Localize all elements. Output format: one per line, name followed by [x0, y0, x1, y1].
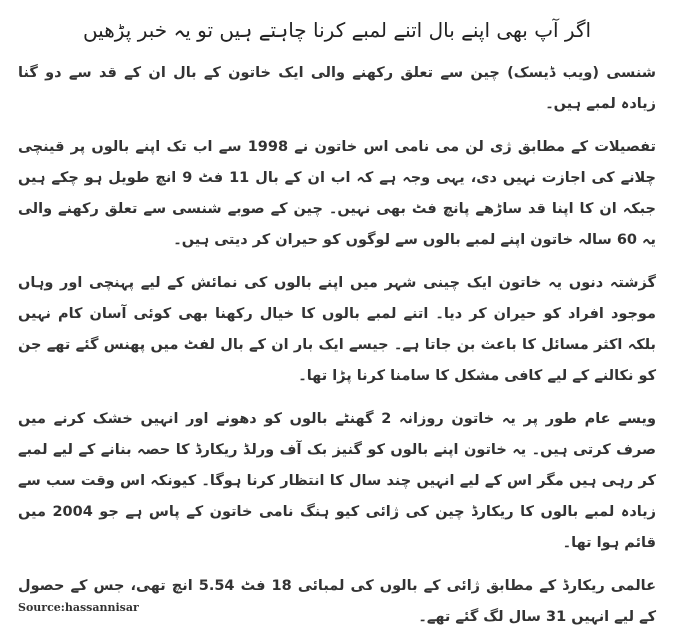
article-paragraph: گزشتہ دنوں یہ خاتون ایک چینی شہر میں اپنے بالوں کی نمائش کے لیے پہنچی اور وہاں موجود افراد کو حیران کر دیا۔ اتنے لمبے بالوں کا خیال رکھنا بھی کوئی آسان کام نہیں بلکہ اکثر مسائل کا باعث بن جاتا ہے۔ جیسے ایک بار ان کے بال لفٹ میں پھنس گئے تھے جن کو نکالنے کے لیے کافی مشکل کا سامنا کرنا پڑا تھا۔ [18, 275, 656, 384]
article-paragraph: ویسے عام طور پر یہ خاتون روزانہ 2 گھنٹے بالوں کو دھونے اور انہیں خشک کرنے میں صرف کرتی ہیں۔ یہ خاتون اپنے بالوں کو گنیز بک آف ورلڈ ریکارڈ کا حصہ بنانے کے لیے لمبے کر رہی ہیں مگر اس کے لیے انہیں چند سال کا انتظار کرنا ہوگا۔ کیونکہ اس وقت سب سے زیادہ لمبے بالوں کا ریکارڈ چین کی ژائی کیو ہنگ نامی خاتون کے پاس ہے جو 2004 میں قائم ہوا تھا۔ [18, 411, 656, 551]
article-paragraph: عالمی ریکارڈ کے مطابق ژائی کے بالوں کی لمبائی 18 فٹ 5.54 انچ تھی، جس کے حصول کے لیے انہیں 31 سال لگ گئے تھے۔ [18, 578, 656, 625]
article-paragraph: تفصیلات کے مطابق ژی لن می نامی اس خاتون نے 1998 سے اب تک اپنے بالوں پر قینچی چلانے کی اجازت نہیں دی، یہی وجہ ہے کہ اب ان کے بال 11 فٹ 9 انچ طویل ہو چکے ہیں جبکہ ان کا اپنا قد ساڑھے پانچ فٹ بھی نہیں۔ چین کے صوبے شنسی سے تعلق رکھنے والی یہ 60 سالہ خاتون اپنے لمبے بالوں سے لوگوں کو حیران کر دیتی ہیں۔ [18, 139, 656, 248]
article-title: اگر آپ بھی اپنے بال اتنے لمبے کرنا چاہتے ہیں تو یہ خبر پڑھیں [82, 18, 592, 42]
source-credit: Source:hassannisar [18, 601, 139, 614]
article-paragraph: شنسی (ویب ڈیسک) چین سے تعلق رکھنے والی ایک خاتون کے بال ان کے قد سے دو گنا زیادہ لمبے ہیں۔ [18, 65, 656, 112]
